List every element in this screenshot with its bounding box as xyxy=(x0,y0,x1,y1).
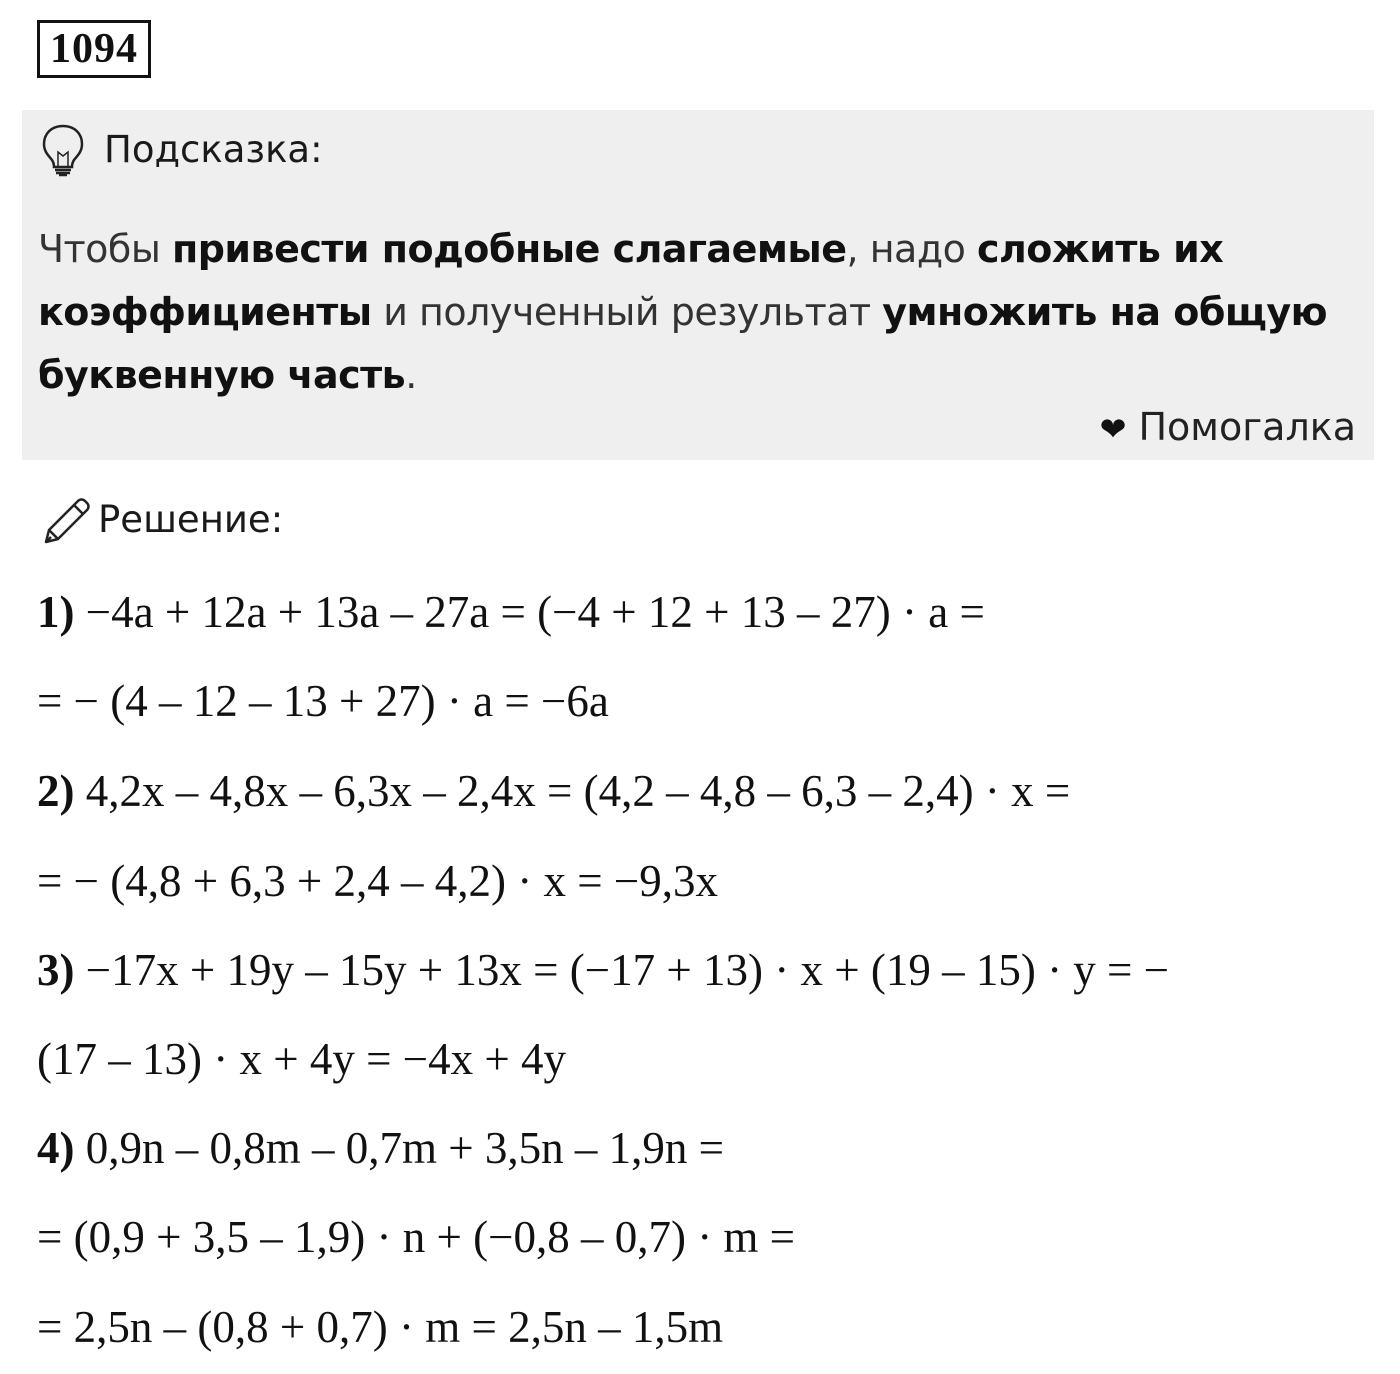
hint-text-part: умножить на общую буквенную часть xyxy=(38,290,1328,397)
solution-line xyxy=(37,1120,724,1176)
hint-text-part: . xyxy=(405,353,417,397)
pencil-icon xyxy=(38,494,94,550)
task-number: 1094 xyxy=(37,20,151,78)
expression: = 2,5n – (0,8 + 0,7) · m = 2,5n – 1,5m xyxy=(37,1302,724,1352)
item-number: 4) xyxy=(37,1123,75,1173)
item-number: 1) xyxy=(37,587,75,637)
credit-label: Помогалка xyxy=(1138,405,1356,449)
hint-text xyxy=(38,218,1358,407)
solution-line xyxy=(37,942,1169,998)
expression: = − (4 – 12 – 13 + 27) · a = −6a xyxy=(37,676,609,726)
expression: 0,9n – 0,8m – 0,7m + 3,5n – 1,9n = xyxy=(85,1123,725,1173)
solution-line xyxy=(37,673,609,729)
hint-text-part: Чтобы xyxy=(38,227,172,271)
hint-text-part: привести подобные слагаемые xyxy=(171,227,847,271)
expression: (17 – 13) · x + 4y = −4x + 4y xyxy=(37,1034,566,1084)
solution-line xyxy=(37,853,718,909)
solution-line xyxy=(37,1209,795,1265)
hint-box xyxy=(22,110,1374,460)
expression: −4a + 12a + 13a – 27a = (−4 + 12 + 13 – 27) · a = xyxy=(85,587,985,637)
solution-line xyxy=(37,763,1070,819)
expression: = (0,9 + 3,5 – 1,9) · n + (−0,8 – 0,7) · m = xyxy=(37,1212,796,1262)
solution-line xyxy=(37,1031,566,1087)
heart-icon: ❤ xyxy=(1099,410,1127,448)
lightbulb-icon xyxy=(38,122,88,183)
item-number: 2) xyxy=(37,766,75,816)
expression: −17x + 19y – 15y + 13x = (−17 + 13) · x + (19 – 15) · y = − xyxy=(85,945,1170,995)
hint-text-part: и полученный результат xyxy=(371,290,883,334)
solution-title: Решение: xyxy=(98,498,284,541)
credit xyxy=(1100,402,1356,454)
expression: = − (4,8 + 6,3 + 2,4 – 4,2) · x = −9,3x xyxy=(37,856,718,906)
solution-line xyxy=(37,1299,723,1355)
hint-text-part: сложить их коэффициенты xyxy=(38,227,1224,334)
item-number: 3) xyxy=(37,945,75,995)
hint-text-part: , надо xyxy=(846,227,977,271)
hint-title: Подсказка: xyxy=(104,128,323,171)
solution-line xyxy=(37,584,985,640)
expression: 4,2x – 4,8x – 6,3x – 2,4x = (4,2 – 4,8 – 6,3 – 2,4) · x = xyxy=(85,766,1071,816)
